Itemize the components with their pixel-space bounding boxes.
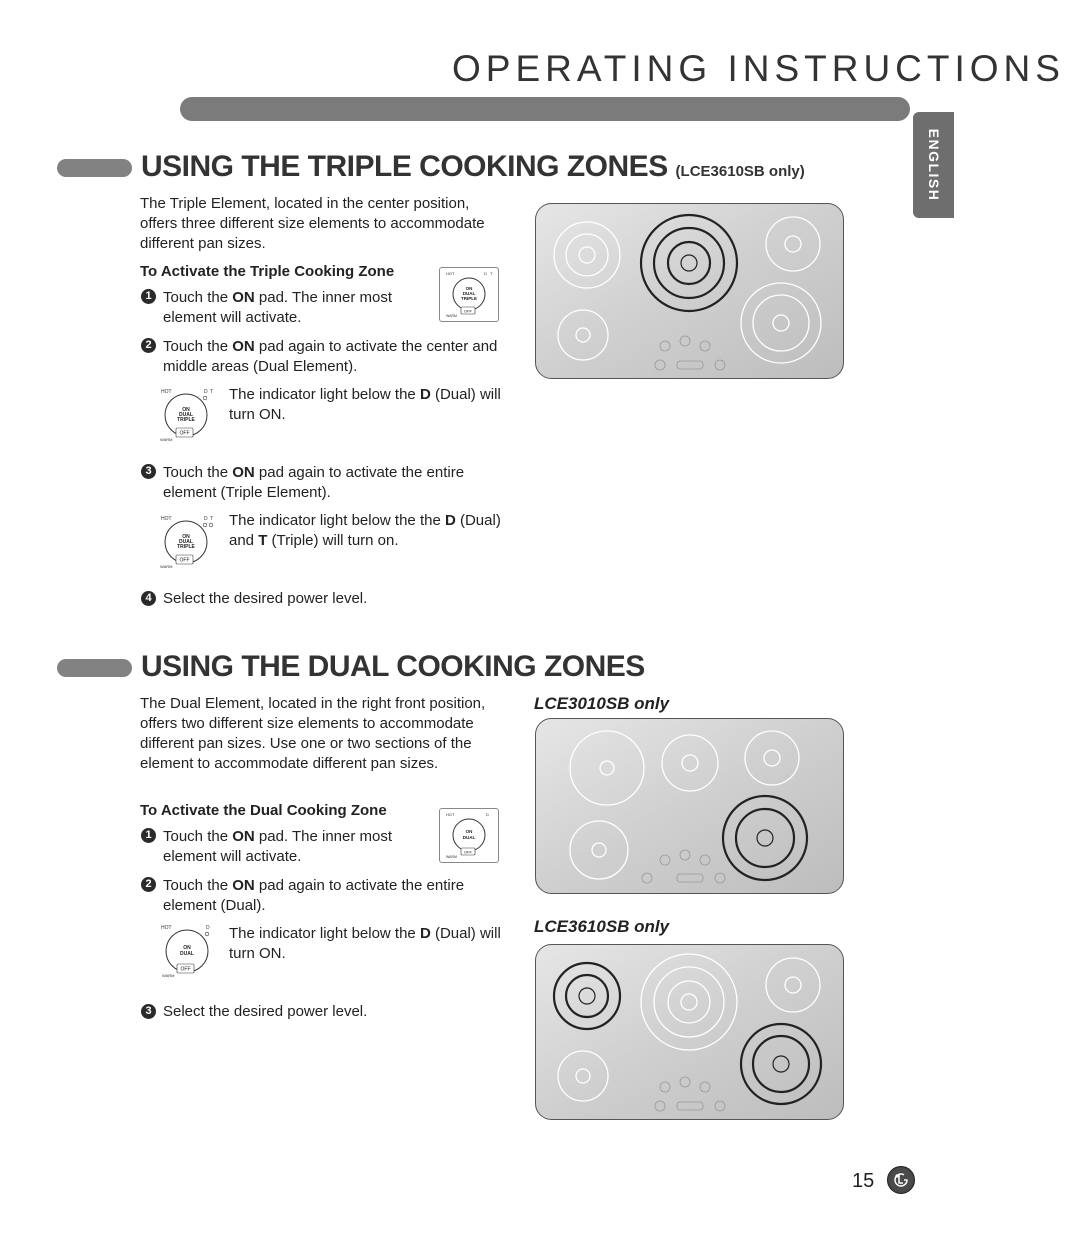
pad-dual-label: DUAL [462,291,476,296]
pad-off-label: OFF [179,557,190,564]
pad-triple-label: TRIPLE [177,544,195,550]
caption-lce3010sb: LCE3010SB only [534,694,670,713]
language-tab-label: ENGLISH [925,128,942,202]
pad-hot-label: HOT [161,516,172,522]
pad-dual-label: DUAL [462,835,476,840]
triple-note-2 [229,385,504,425]
pad-off-label: OFF [179,430,190,437]
step-bold: ON [232,877,255,894]
pad-on-label: ON [182,407,190,413]
step-text: pad again to activate the entire element (Triple Element). [163,464,465,501]
dual-pad-diagram-2 [159,922,217,980]
section-marker [57,159,132,177]
dual-subhead: To Activate the Dual Cooking Zone [140,802,387,819]
pad-warm-label: WARM [160,564,173,569]
pad-d-label: D [486,812,489,817]
pad-t-label: T [210,516,214,522]
note-bold: D [419,925,431,942]
language-tab [913,112,954,218]
pad-off-label: OFF [180,966,191,973]
step-text: Touch the [163,464,233,481]
step-number: 1 [141,289,156,304]
triple-step-4: Select the desired power level. [163,590,368,607]
triple-model-note: (LCE3610SB only) [675,163,805,180]
pad-dual-label: DUAL [179,412,193,418]
pad-on-label: ON [465,829,473,834]
pad-dual-label: DUAL [180,951,194,957]
page-header-title: OPERATING INSTRUCTIONS [452,48,1065,89]
note-bold: D [444,512,456,529]
step-text: pad. The inner most element will activate. [163,828,393,865]
note-text: (Dual) will turn ON. [229,925,501,962]
section-marker [57,659,132,677]
step-number: 2 [141,877,156,892]
pad-t-label: T [490,271,493,276]
triple-pad-diagram-1 [439,267,499,322]
triple-pad-diagram-3 [159,513,217,571]
step-bold: ON [232,464,255,481]
cooktop-illustration-lce3010sb [535,718,844,894]
note-text: (Dual) and [229,512,501,549]
cooktop-illustration-triple [535,203,844,379]
pad-hot-label: HOT [161,925,172,931]
step-bold: ON [232,828,255,845]
triple-title-text: USING THE TRIPLE COOKING ZONES [141,150,668,183]
step-text: pad. The inner most element will activate. [163,289,393,326]
pad-triple-label: TRIPLE [177,417,195,423]
triple-step-3 [163,463,503,503]
pad-hot-label: HOT [446,812,455,817]
dual-pad-diagram-1 [439,808,499,863]
note-text: The indicator light below the [229,386,420,403]
pad-off-label: OFF [464,849,472,855]
pad-hot-label: HOT [161,389,172,395]
pad-d-label: D [204,516,208,522]
pad-hot-label: HOT [446,271,455,276]
step-bold: ON [232,338,255,355]
pad-off-label: OFF [464,308,472,314]
pad-d-label: D [206,925,210,931]
step-text: Touch the [163,338,233,355]
note-text: The indicator light below the the [229,512,445,529]
dual-step-1 [163,827,428,867]
pad-t-label: T [210,389,214,395]
triple-note-3 [229,511,504,551]
pad-warm-label: WARM [160,437,173,442]
pad-warm-label: WARM [446,855,457,859]
step-text: pad again to activate the center and middle areas (Dual Element). [163,338,498,375]
step-text: Touch the [163,828,233,845]
step-text: pad again to activate the entire element (Dual). [163,877,465,914]
step-text: Touch the [163,877,233,894]
pad-warm-label: WARM [162,973,175,978]
triple-intro: The Triple Element, located in the center position, offers three different size elements to accommodate different pan sizes. [140,195,485,252]
caption-lce3610sb: LCE3610SB only [534,917,670,936]
note-text: The indicator light below the [229,925,420,942]
step-number: 2 [141,338,156,353]
dual-intro: The Dual Element, located in the right front position, offers two different size elements to accommodate different pan sizes. Use one or two sections of the element to accommodate different pan sizes. [140,695,486,772]
note-bold: D [419,386,431,403]
pad-dual-label: DUAL [179,539,193,545]
pad-warm-label: WARM [446,314,457,318]
step-text: Touch the [163,289,233,306]
lg-logo-icon [887,1166,915,1194]
step-number: 3 [141,1004,156,1019]
header-bar [180,97,910,121]
cooktop-illustration-lce3610sb [535,944,844,1120]
note-text: (Dual) will turn ON. [229,386,501,423]
triple-subhead: To Activate the Triple Cooking Zone [140,263,395,280]
triple-step-2 [163,337,503,377]
note-bold: T [258,532,268,549]
note-text: (Triple) will turn on. [267,532,399,549]
triple-section-title [141,150,805,184]
pad-on-label: ON [183,945,191,951]
triple-step-1 [163,288,428,328]
page-number: 15 [852,1170,875,1192]
dual-step-2 [163,876,503,916]
dual-step-3: Select the desired power level. [163,1003,368,1020]
step-number: 3 [141,464,156,479]
dual-note-2 [229,924,504,964]
pad-d-label: D [204,389,208,395]
pad-d-label: D [484,271,487,276]
pad-on-label: ON [182,534,190,540]
dual-section-title: USING THE DUAL COOKING ZONES [141,650,645,683]
step-number: 4 [141,591,156,606]
pad-triple-label: TRIPLE [460,296,478,301]
pad-on-label: ON [465,286,473,291]
step-bold: ON [232,289,255,306]
triple-pad-diagram-2 [159,386,217,444]
step-number: 1 [141,828,156,843]
